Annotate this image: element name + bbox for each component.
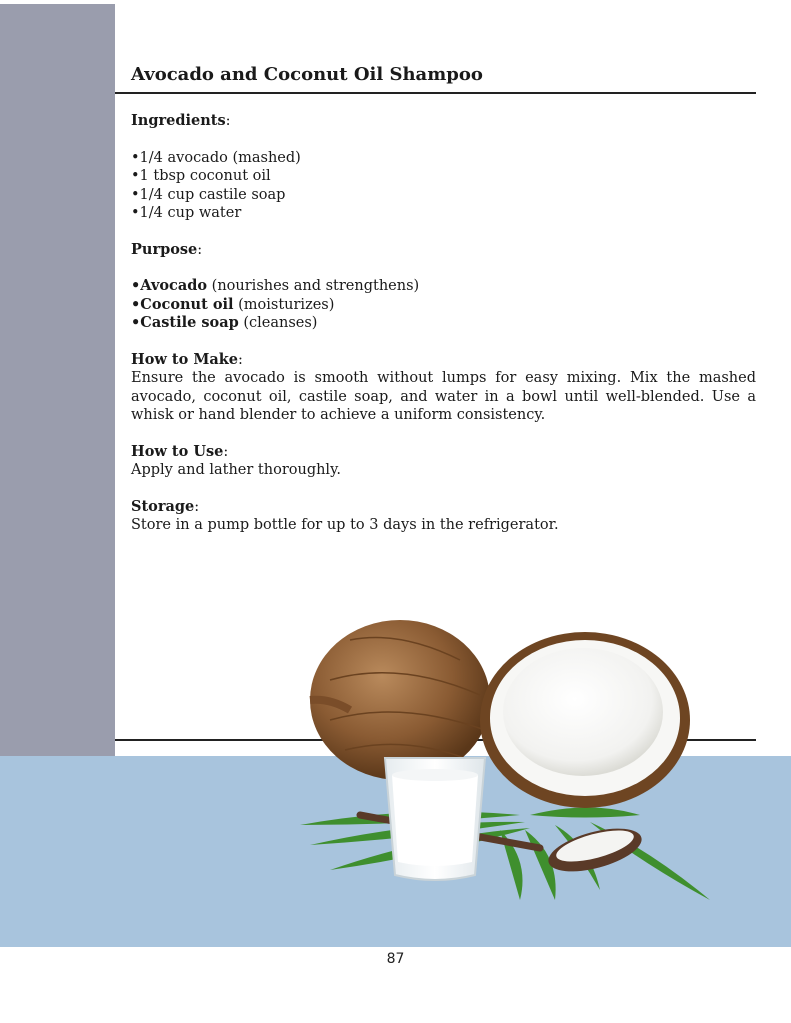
whole-coconut-icon bbox=[310, 620, 490, 780]
half-coconut-icon bbox=[480, 632, 690, 808]
how-to-make-heading: How to Make: bbox=[131, 350, 243, 368]
ingredients-list bbox=[131, 149, 756, 223]
title-divider bbox=[115, 92, 756, 94]
page-title: Avocado and Coconut Oil Shampoo bbox=[131, 64, 483, 85]
ingredients-heading: Ingredients: bbox=[131, 112, 231, 129]
how-to-make-text: Ensure the avocado is smooth without lumps for easy mixing. Mix the mashed avocado, coconut oil, castile soap, and water in a bowl until well-blended. Use a whisk or hand blender to achieve a uniform consistency. bbox=[131, 370, 756, 423]
page-number: 87 bbox=[386, 951, 405, 967]
purpose-heading: Purpose: bbox=[131, 240, 203, 258]
how-to-use-text: Apply and lather thoroughly. bbox=[131, 462, 341, 478]
recipe-content bbox=[131, 112, 756, 535]
how-to-use-heading: How to Use: bbox=[131, 442, 229, 460]
storage-text: Store in a pump bottle for up to 3 days in the refrigerator. bbox=[131, 517, 559, 533]
milk-glass-icon bbox=[385, 758, 485, 880]
ingredient-item: •1/4 avocado (mashed) bbox=[131, 149, 301, 166]
purpose-item: •Coconut oil (moisturizes) bbox=[131, 295, 335, 313]
storage-heading: Storage: bbox=[131, 497, 200, 515]
palm-leaf-icon bbox=[300, 808, 710, 901]
ingredient-item: •1 tbsp coconut oil bbox=[131, 168, 271, 184]
coconut-illustration bbox=[290, 600, 760, 920]
purpose-item: •Castile soap (cleanses) bbox=[131, 314, 318, 331]
ingredient-item: •1/4 cup castile soap bbox=[131, 186, 286, 203]
left-sidebar-band bbox=[0, 4, 115, 756]
purpose-item: •Avocado (nourishes and strengthens) bbox=[131, 277, 420, 294]
purpose-list bbox=[131, 277, 756, 333]
ingredient-item: •1/4 cup water bbox=[131, 205, 242, 221]
